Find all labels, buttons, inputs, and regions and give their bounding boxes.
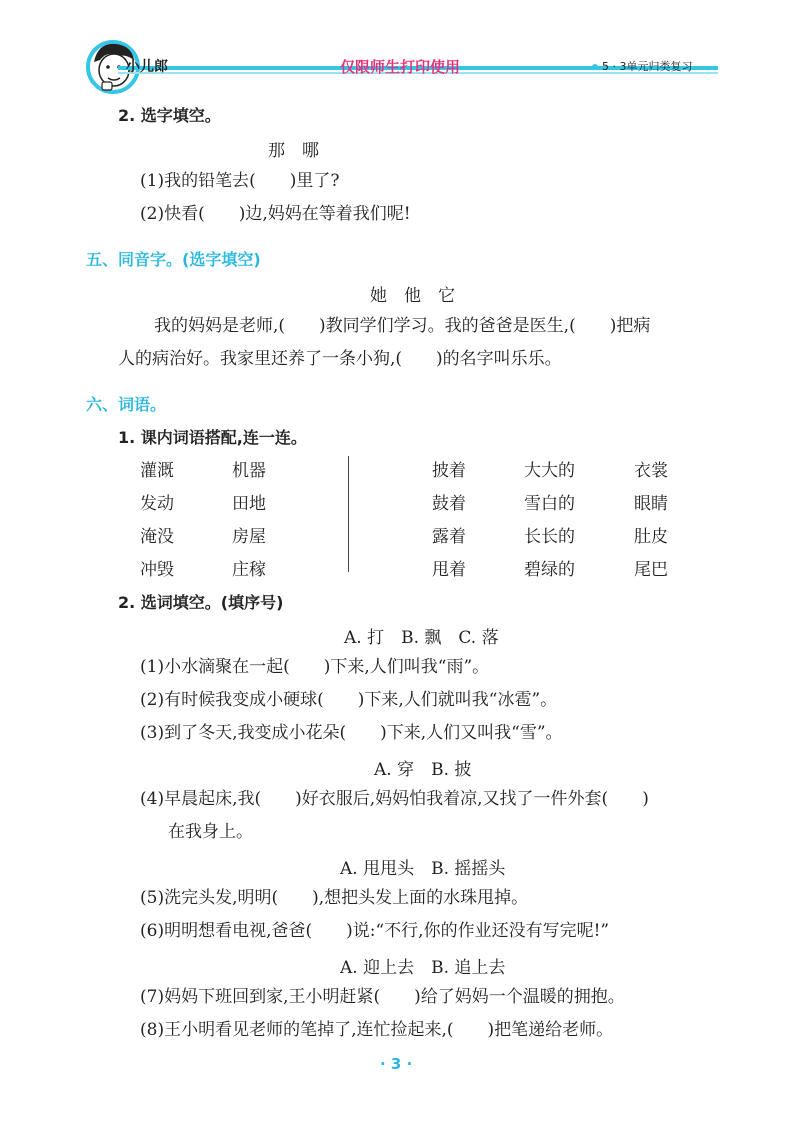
match-word: 露着 bbox=[432, 527, 466, 547]
section-title: 六、词语。 bbox=[86, 395, 167, 414]
match-word: 碧绿的 bbox=[524, 560, 575, 580]
choice-options: A. 甩甩头 B. 摇摇头 bbox=[340, 859, 506, 879]
question-item: (8)王小明看见老师的笔掉了,连忙捡起来,( )把笔递给老师。 bbox=[140, 1020, 614, 1040]
question-item: (1)小水滴聚在一起( )下来,人们叫我“雨”。 bbox=[140, 657, 490, 677]
match-word: 房屋 bbox=[232, 527, 266, 547]
choice-options: A. 打 B. 飘 C. 落 bbox=[344, 628, 499, 648]
match-word: 鼓着 bbox=[432, 494, 466, 514]
match-word: 冲毁 bbox=[140, 560, 174, 580]
question-item-continued: 在我身上。 bbox=[168, 822, 253, 842]
question-item: (6)明明想看电视,爸爸( )说:“不行,你的作业还没有写完呢!” bbox=[140, 921, 610, 941]
question-item: (2)有时候我变成小硬球( )下来,人们就叫我“冰雹”。 bbox=[140, 690, 558, 710]
match-word: 大大的 bbox=[524, 461, 575, 481]
match-word: 发动 bbox=[140, 494, 174, 514]
match-word: 衣裳 bbox=[634, 461, 668, 481]
print-notice: 仅限师生打印使用 bbox=[340, 58, 461, 76]
question-title: 2. 选字填空。 bbox=[118, 106, 221, 125]
question-item: (1)我的铅笔去( )里了? bbox=[140, 171, 340, 191]
unit-label: 5 · 3单元归类复习 bbox=[602, 60, 693, 73]
choice-options: 那 哪 bbox=[268, 141, 319, 161]
choice-options: 她 他 它 bbox=[370, 286, 455, 306]
bullet-dot-icon bbox=[592, 64, 598, 70]
match-word: 肚皮 bbox=[634, 527, 668, 547]
match-word: 披着 bbox=[432, 461, 466, 481]
match-word: 眼睛 bbox=[634, 494, 668, 514]
question-item: (3)到了冬天,我变成小花朵( )下来,人们又叫我“雪”。 bbox=[140, 723, 563, 743]
column-divider bbox=[348, 456, 349, 572]
choice-options: A. 穿 B. 披 bbox=[374, 760, 472, 780]
brand-name: 小儿郎 bbox=[126, 59, 168, 75]
question-title: 1. 课内词语搭配,连一连。 bbox=[118, 428, 307, 447]
match-word: 长长的 bbox=[524, 527, 575, 547]
page-number: · 3 · bbox=[380, 1055, 413, 1073]
match-word: 雪白的 bbox=[524, 494, 575, 514]
section-title: 五、同音字。(选字填空) bbox=[86, 250, 261, 269]
match-word: 田地 bbox=[232, 494, 266, 514]
question-item: (2)快看( )边,妈妈在等着我们呢! bbox=[140, 204, 411, 224]
question-item: (5)洗完头发,明明( ),想把头发上面的水珠甩掉。 bbox=[140, 888, 529, 908]
match-word: 机器 bbox=[232, 461, 266, 481]
paragraph-line: 我的妈妈是老师,( )教同学们学习。我的爸爸是医生,( )把病 bbox=[154, 316, 651, 336]
match-word: 尾巴 bbox=[634, 560, 668, 580]
match-word: 甩着 bbox=[432, 560, 466, 580]
question-item: (7)妈妈下班回到家,王小明赶紧( )给了妈妈一个温暖的拥抱。 bbox=[140, 987, 625, 1007]
match-word: 庄稼 bbox=[232, 560, 266, 580]
paragraph-line: 人的病治好。我家里还养了一条小狗,( )的名字叫乐乐。 bbox=[118, 349, 562, 369]
match-word: 灌溉 bbox=[140, 461, 174, 481]
question-title: 2. 选词填空。(填序号) bbox=[118, 593, 284, 612]
question-item: (4)早晨起床,我( )好衣服后,妈妈怕我着凉,又找了一件外套( ) bbox=[140, 789, 649, 809]
choice-options: A. 迎上去 B. 追上去 bbox=[340, 958, 506, 978]
match-word: 淹没 bbox=[140, 527, 174, 547]
